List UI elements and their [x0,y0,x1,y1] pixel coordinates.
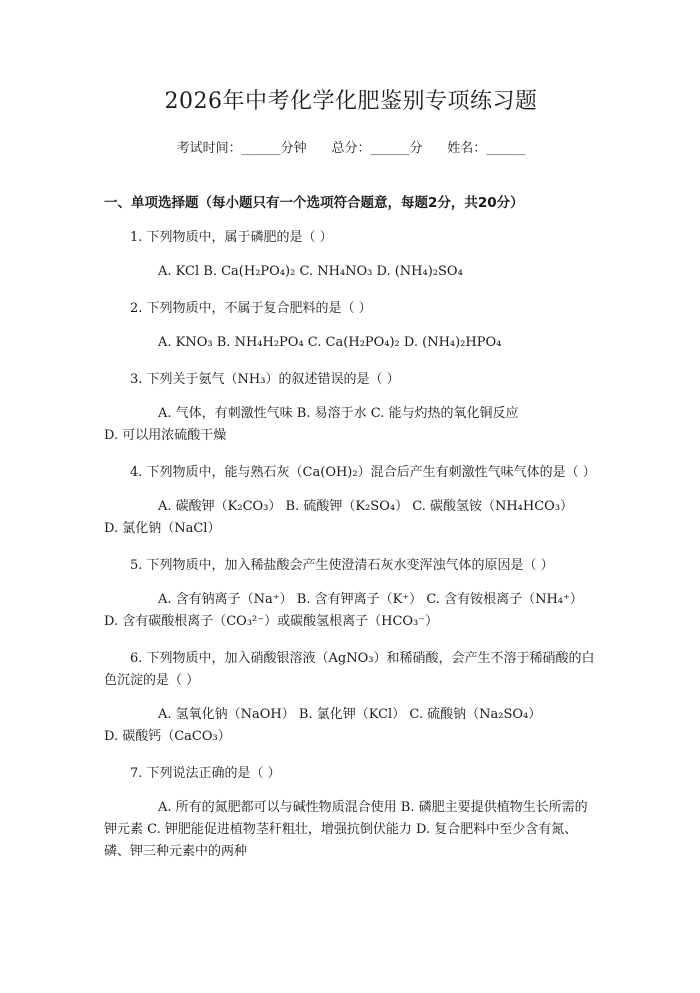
question-options [104,704,598,748]
question-options [104,589,598,633]
option-c[interactable]: C. 碳酸氢铵（NH₄HCO₃） [412,499,574,514]
question-text: 下列物质中，加入硝酸银溶液（AgNO₃）和稀硝酸，会产生不溶于稀硝酸的白色沉淀的是（ ） [104,651,595,688]
option-a[interactable]: A. 氢氧化钠（NaOH） [158,707,295,722]
question-5 [104,555,598,633]
option-b[interactable]: B. NH₄H₂PO₄ [216,335,304,350]
option-a[interactable]: A. 碳酸钾（K₂CO₃） [158,499,282,514]
question-text: 下列物质中，不属于复合肥料的是（ ） [146,301,372,316]
option-d[interactable]: D. 含有碳酸根离子（CO₃²⁻）或碳酸氢根离子（HCO₃⁻） [104,614,439,629]
exam-meta [104,140,598,158]
option-b[interactable]: B. 氯化钾（KCl） [298,707,406,722]
question-3 [104,369,598,447]
question-1 [104,227,598,283]
total-score: 总分：______分 [331,141,423,156]
question-number: 6. [130,651,143,666]
question-number: 2. [130,301,143,316]
option-d[interactable]: D. 碳酸钙（CaCO₃） [104,729,231,744]
question-options [104,403,598,447]
question-text: 下列物质中，加入稀盐酸会产生使澄清石灰水变浑浊气体的原因是（ ） [146,558,554,573]
question-options [104,261,598,283]
question-number: 3. [130,372,143,387]
option-d[interactable]: D. (NH₄)₂HPO₄ [403,335,502,350]
option-b[interactable]: B. 含有钾离子（K⁺） [296,592,423,607]
student-name: 姓名：______ [447,141,526,156]
question-text: 下列物质中，能与熟石灰（Ca(OH)₂）混合后产生有刺激性气味气体的是（ ） [146,465,596,480]
question-stem [104,369,598,391]
question-2 [104,298,598,354]
question-7 [104,763,598,863]
option-c[interactable]: C. 含有铵根离子（NH₄⁺） [426,592,583,607]
option-d[interactable]: D. 氯化钠（NaCl） [104,521,221,536]
question-stem [104,648,598,692]
option-b[interactable]: B. 磷肥主要提供植物生长所需的钾元素 [104,800,588,837]
option-c[interactable]: C. NH₄NO₃ [299,264,373,279]
question-stem [104,763,598,785]
question-number: 4. [130,465,143,480]
section-heading: 一、单项选择题（每小题只有一个选项符合题意，每题2分，共20分） [104,195,524,211]
question-options [104,797,598,863]
question-number: 1. [130,230,143,245]
question-number: 7. [130,766,143,781]
option-d[interactable]: D. (NH₄)₂SO₄ [376,264,463,279]
option-a[interactable]: A. KCl [158,264,200,279]
option-b[interactable]: B. Ca(H₂PO₄)₂ [203,264,296,279]
option-c[interactable]: C. Ca(H₂PO₄)₂ [307,335,400,350]
option-c[interactable]: C. 能与灼热的氧化铜反应 [370,406,519,421]
exam-time: 考试时间：______分钟 [176,141,307,156]
question-stem [104,462,598,484]
option-d[interactable]: D. 复合肥料中至少含有氮、磷、钾三种元素中的两种 [104,822,578,859]
page-title: 2026年中考化学化肥鉴别专项练习题 [164,89,538,114]
option-b[interactable]: B. 易溶于水 [296,406,367,421]
question-text: 下列关于氨气（NH₃）的叙述错误的是（ ） [146,372,400,387]
option-a[interactable]: A. KNO₃ [158,335,213,350]
option-d[interactable]: D. 可以用浓硫酸干燥 [104,428,227,443]
question-text: 下列物质中，属于磷肥的是（ ） [146,230,333,245]
option-a[interactable]: A. 所有的氮肥都可以与碱性物质混合使用 [158,800,397,815]
option-c[interactable]: C. 钾肥能促进植物茎秆粗壮，增强抗倒伏能力 [147,822,412,837]
question-4 [104,462,598,540]
exam-page [0,88,700,993]
option-a[interactable]: A. 气体，有刺激性气味 [158,406,293,421]
question-options [104,496,598,540]
option-a[interactable]: A. 含有钠离子（Na⁺） [158,592,293,607]
question-options [104,332,598,354]
question-6 [104,648,598,748]
option-c[interactable]: C. 硫酸钠（Na₂SO₄） [409,707,542,722]
question-number: 5. [130,558,143,573]
option-b[interactable]: B. 硫酸钾（K₂SO₄） [285,499,409,514]
question-text: 下列说法正确的是（ ） [146,766,281,781]
question-stem [104,555,598,577]
question-stem [104,298,598,320]
question-stem [104,227,598,249]
